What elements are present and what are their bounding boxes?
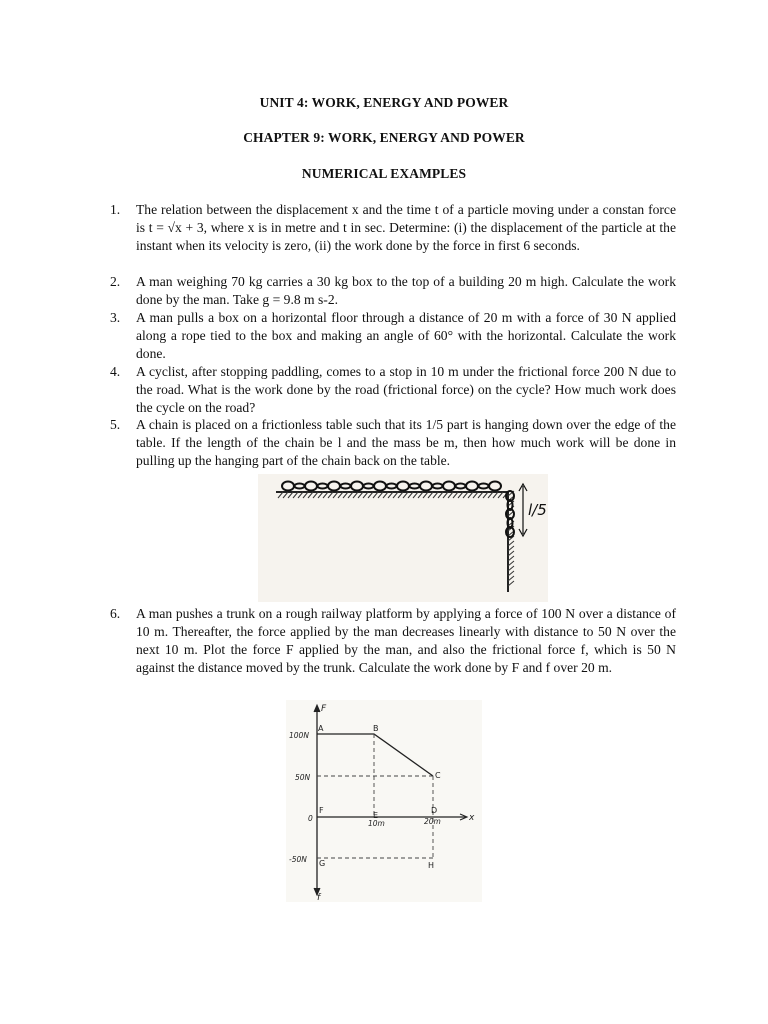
section-heading: NUMERICAL EXAMPLES	[301, 166, 467, 181]
point-d-label: D	[431, 806, 438, 815]
y-axis-label-top: F	[321, 704, 327, 714]
tick-50n: 50N	[295, 773, 311, 782]
question-number: 3.	[110, 310, 121, 325]
tick-100n: 100N	[289, 731, 309, 740]
tick-minus-50n: -50N	[289, 855, 307, 864]
question-number: 6.	[110, 606, 121, 621]
question-number: 1.	[110, 202, 121, 217]
question-2	[110, 273, 676, 309]
question-text: A chain is placed on a frictionless table such that its 1/5 part is hanging down over the edge of the table. If the length of the chain be l and the mass be m, then how much work will be done in pulling up the hanging part of the chain back on the table.	[136, 417, 676, 468]
tick-zero: 0	[308, 814, 313, 823]
hang-length-label: l/5	[528, 501, 547, 519]
tick-10m: 10m	[368, 819, 385, 828]
question-text: A cyclist, after stopping paddling, comes to a stop in 10 m under the frictional force 200 N due to the road. What is the work done by the road (frictional force) on the cycle? How much work does the cycle on the road?	[136, 364, 676, 415]
question-text: A man weighing 70 kg carries a 30 kg box to the top of a building 20 m high. Calculate the work done by the man. Take g = 9.8 m s-2.	[136, 274, 676, 307]
point-e-label: E	[373, 811, 379, 820]
force-distance-graph	[286, 700, 482, 902]
chapter-heading: CHAPTER 9: WORK, ENERGY AND POWER	[243, 130, 525, 145]
x-axis-label: x	[469, 813, 475, 823]
point-g-label: G	[319, 859, 326, 868]
question-text: The relation between the displacement x and the time t of a particle moving under a constan force is t = √x + 3, where x is in metre and t in sec. Determine: (i) the displacement of the particle at the instant when its velocity is zero, (ii) the work done by the force in first 6 seconds.	[136, 202, 676, 253]
chain-table-figure	[258, 474, 548, 602]
question-number: 4.	[110, 364, 121, 379]
question-3	[110, 309, 676, 363]
question-text: A man pulls a box on a horizontal floor through a distance of 20 m with a force of 30 N applied along a rope tied to the box and making an angle of 60° with the horizontal. Calculate the work done.	[136, 310, 676, 361]
point-f-label: F	[319, 806, 324, 815]
point-c-label: C	[435, 771, 441, 780]
question-number: 5.	[110, 417, 121, 432]
tick-20m: 20m	[424, 817, 441, 826]
unit-heading: UNIT 4: WORK, ENERGY AND POWER	[259, 95, 509, 110]
question-4	[110, 363, 676, 417]
question-number: 2.	[110, 274, 121, 289]
question-text: A man pushes a trunk on a rough railway platform by applying a force of 100 N over a distance of 10 m. Thereafter, the force applied by the man decreases linearly with distance to 50 N over the next 10 m. Plot the force F applied by the man, and also the frictional force f, which is 50 N against the distance moved by the trunk. Calculate the work done by F and f over 20 m.	[136, 606, 676, 675]
question-5	[110, 416, 676, 470]
question-1	[110, 201, 676, 255]
question-6	[110, 605, 676, 677]
point-a-label: A	[318, 724, 324, 733]
point-b-label: B	[373, 724, 379, 733]
point-h-label: H	[428, 861, 435, 870]
y-axis-label-bottom: f	[317, 893, 321, 902]
